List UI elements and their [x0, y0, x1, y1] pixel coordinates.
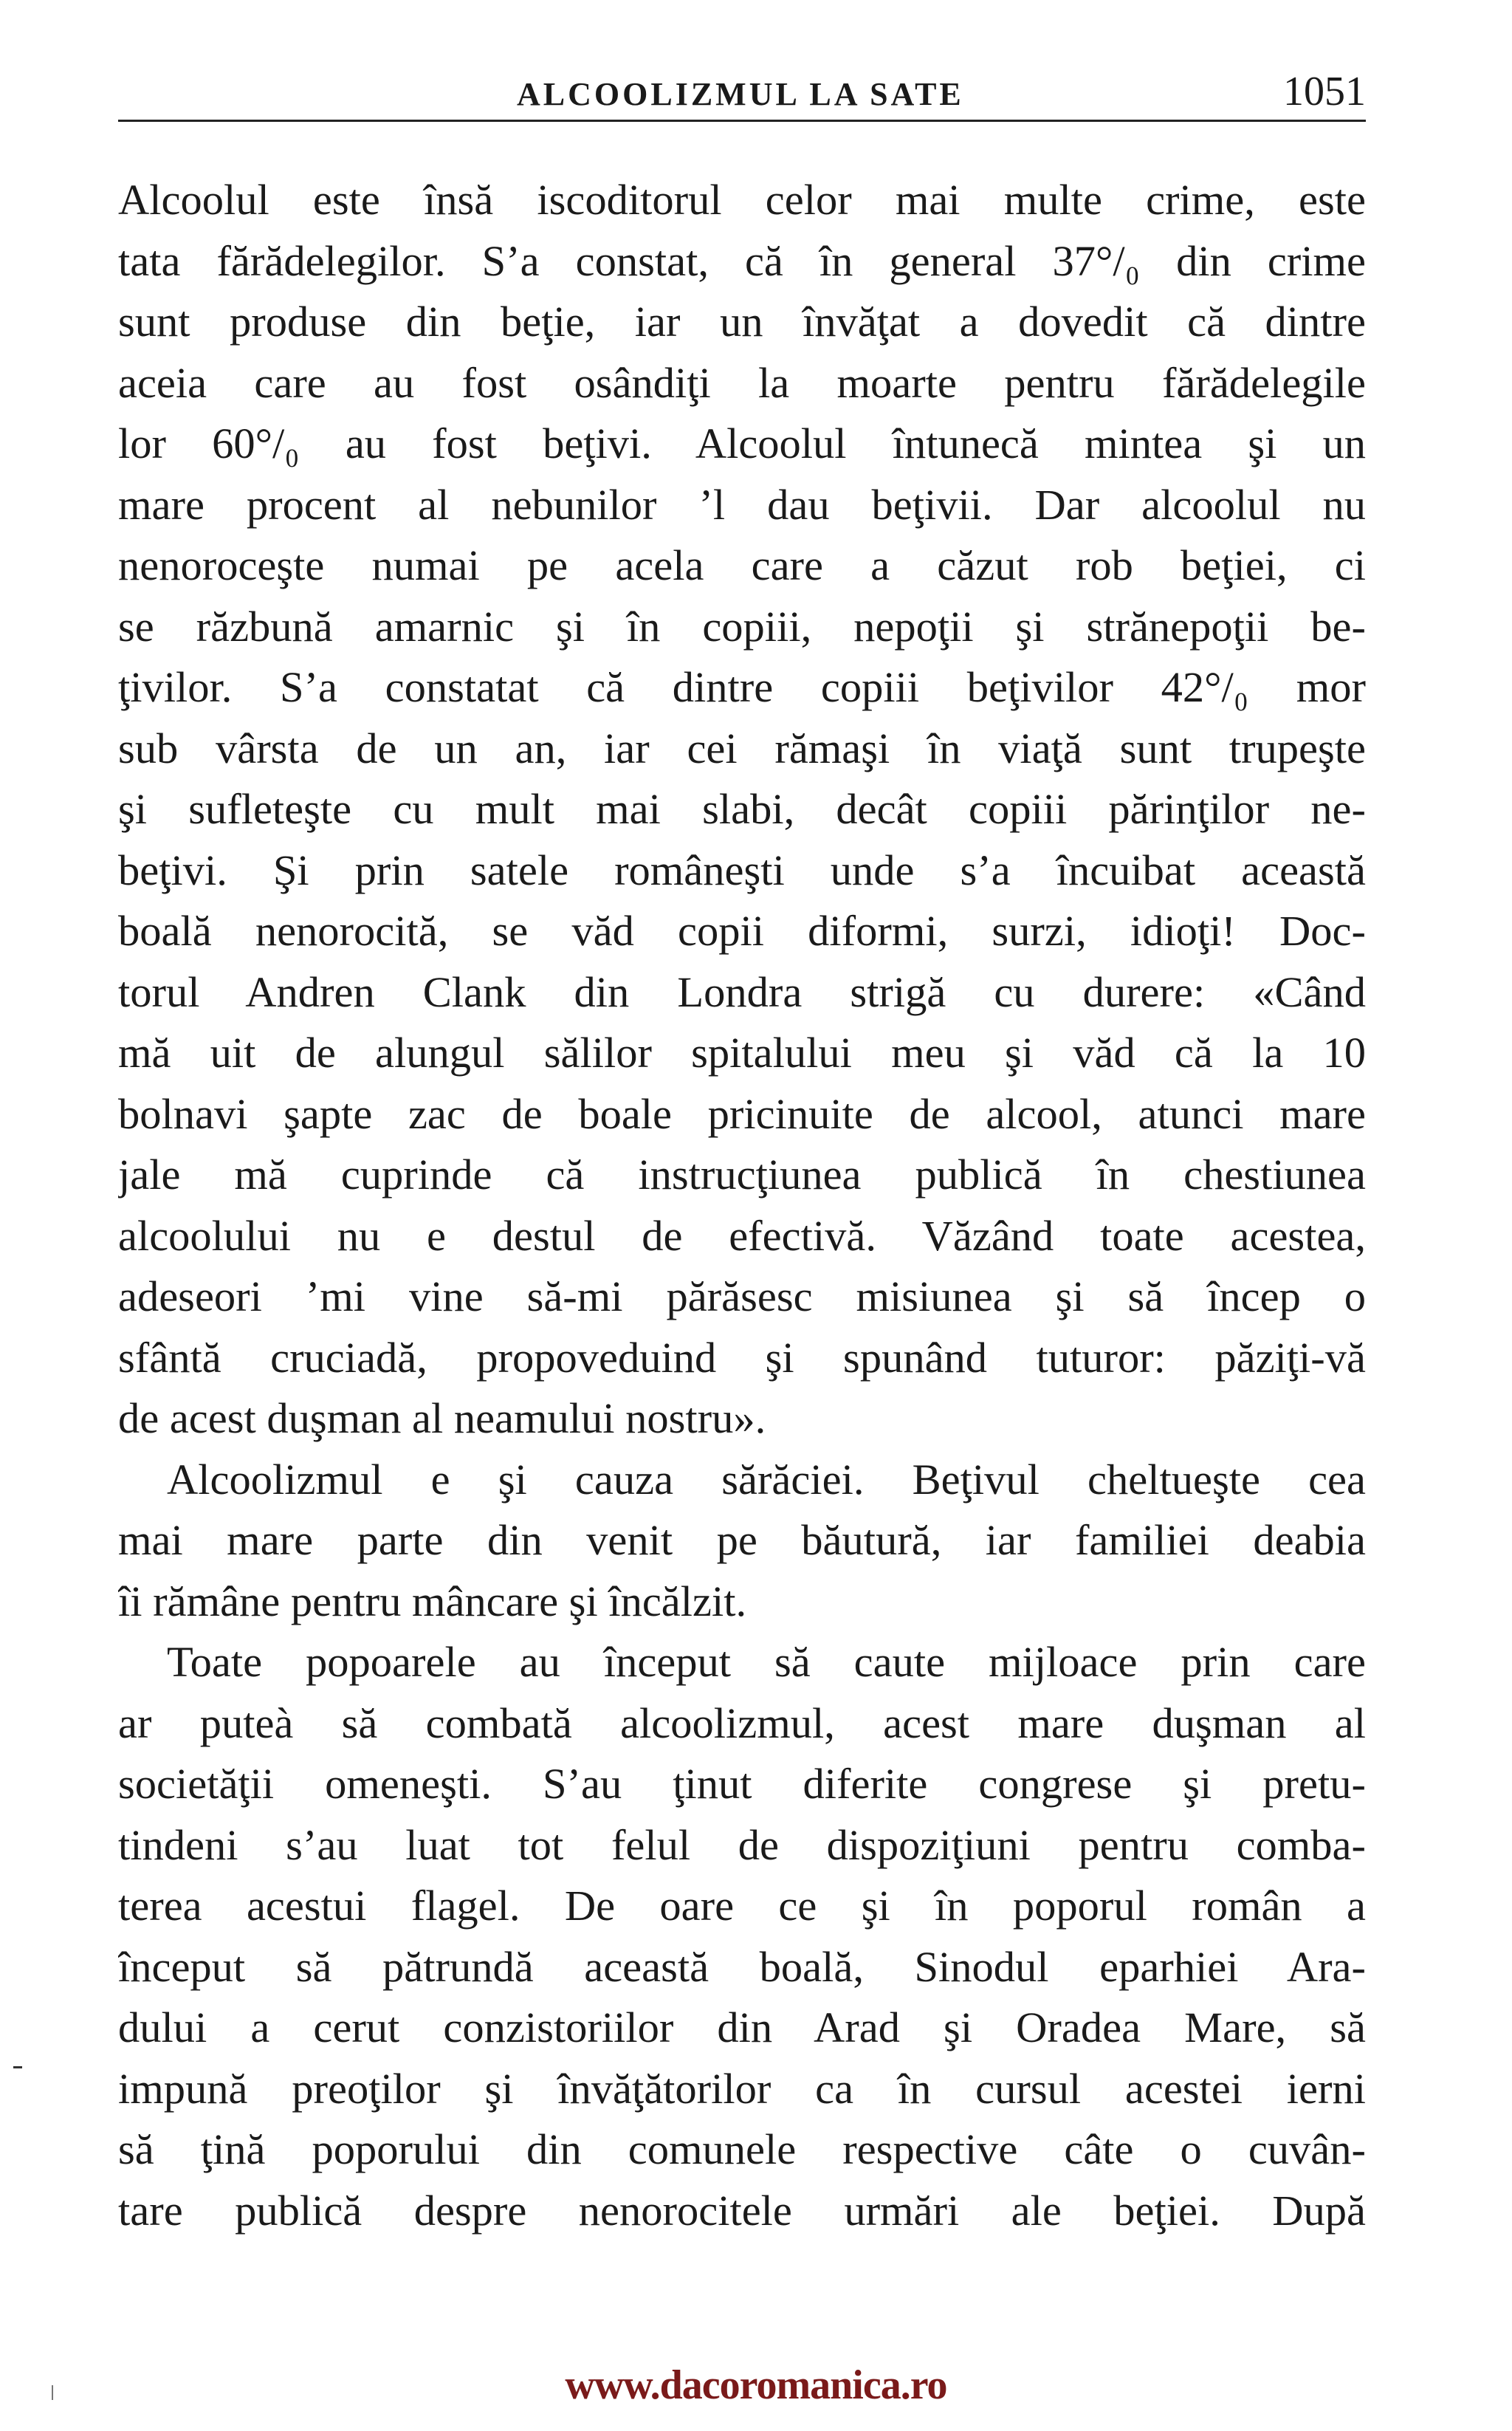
text-line: Alcoolizmul e şi cauza sărăciei. Beţivul cheltueşte cea: [167, 1455, 1366, 1503]
text-line: început să pătrundă această boală, Sinodul eparhiei Ara-: [118, 1942, 1366, 1991]
page-header: [118, 59, 1366, 126]
text-line: beţivi. Şi prin satele româneşti unde s’a încuibat această: [118, 846, 1366, 894]
text-line: sub vârsta de un an, iar cei rămaşi în viaţă sunt trupeşte: [118, 724, 1366, 772]
page-number: 1051: [1283, 69, 1366, 114]
text-line: alcoolului nu e destul de efectivă. Văzând toate acestea,: [118, 1211, 1366, 1260]
text-line: impună preoţilor şi învăţătorilor ca în cursul acestei ierni: [118, 2064, 1366, 2113]
text-line: adeseori ’mi vine să-mi părăsesc misiunea şi să încep o: [118, 1272, 1366, 1320]
text-line: să ţină poporului din comunele respective câte o cuvân-: [118, 2125, 1366, 2173]
text-line: şi sufleteşte cu mult mai slabi, decât copiii părinţilor ne-: [118, 785, 1366, 833]
source-url: www.dacoromanica.ro: [565, 2362, 947, 2408]
book-page: [118, 59, 1366, 2348]
text-line: ţivilor. S’a constatat că dintre copiii beţivilor 42°/₀ mor: [118, 663, 1366, 711]
text-line: tata fărădelegilor. S’a constat, că în general 37°/₀ din crime: [118, 236, 1366, 285]
text-line: tare publică despre nenorocitele urmări ale beţiei. După: [118, 2186, 1366, 2235]
text-line: aceia care au fost osândiţi la moarte pentru fărădelegile: [118, 358, 1366, 407]
text-line: Alcoolul este însă iscoditorul celor mai multe crime, este: [118, 176, 1366, 224]
text-line: tindeni s’au luat tot felul de dispoziţiuni pentru comba-: [118, 1820, 1366, 1869]
text-line: jale mă cuprinde că instrucţiunea publică în chestiunea: [118, 1151, 1366, 1199]
text-line: se răzbună amarnic şi în copiii, nepoţii şi strănepoţii be-: [118, 602, 1366, 651]
text-line: terea acestui flagel. De oare ce şi în poporul român a: [118, 1882, 1366, 1930]
text-line: mai mare parte din venit pe băutură, iar familiei deabia: [118, 1516, 1366, 1564]
body-text: [118, 170, 1366, 2241]
text-line: mă uit de alungul sălilor spitalului meu şi văd că la 10: [118, 1029, 1366, 1077]
text-line: societăţii omeneşti. S’au ţinut diferite congrese şi pretu-: [118, 1760, 1366, 1808]
text-line: sunt produse din beţie, iar un învăţat a dovedit că dintre: [118, 298, 1366, 346]
running-title: ALCOOLIZMUL LA SATE: [517, 76, 964, 112]
text-line: nenoroceşte numai pe acela care a căzut rob beţiei, ci: [118, 541, 1366, 589]
header-rule: [118, 120, 1366, 122]
text-line: Toate popoarele au început să caute mijloace prin care: [167, 1638, 1366, 1686]
text-line: mare procent al nebunilor ’l dau beţivii. Dar alcoolul nu: [118, 480, 1366, 529]
text-line: bolnavi şapte zac de boale pricinuite de alcool, atunci mare: [118, 1089, 1366, 1138]
text-line: lor 60°/₀ au fost beţivi. Alcoolul întunecă mintea şi un: [118, 419, 1366, 467]
text-line: îi rămâne pentru mâncare şi încălzit.: [118, 1577, 747, 1625]
text-line: dului a cerut conzistoriilor din Arad şi Oradea Mare, să: [118, 2003, 1366, 2051]
margin-mark: [13, 2066, 22, 2068]
text-line: boală nenorocită, se văd copii diformi, surzi, idioţi! Doc-: [118, 907, 1366, 955]
text-line: de acest duşman al neamului nostru».: [118, 1394, 766, 1442]
text-line: ar puteà să combată alcoolizmul, acest mare duşman al: [118, 1698, 1366, 1747]
text-line: sfântă cruciadă, propoveduind şi spunând tuturor: păziţi-vă: [118, 1333, 1366, 1382]
text-line: torul Andren Clank din Londra strigă cu durere: «Când: [118, 967, 1366, 1016]
